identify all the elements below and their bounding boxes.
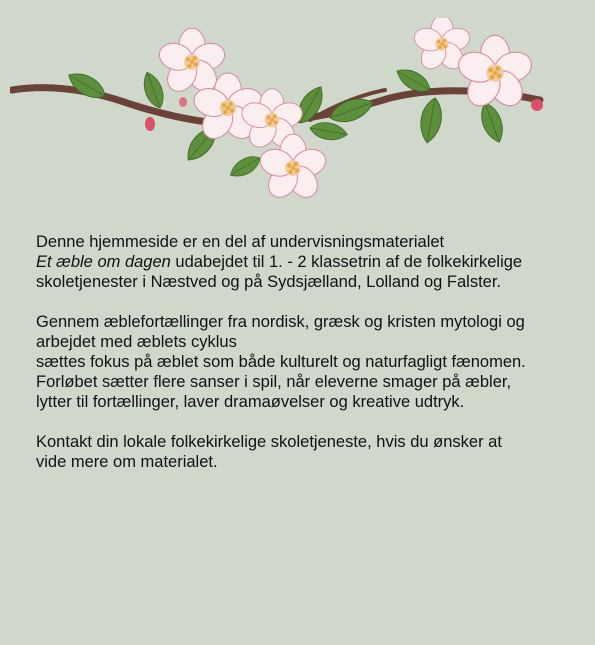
intro-line-2 xyxy=(36,252,576,272)
contact-line-1: Kontakt din lokale folkekirkelige skoletjeneste, hvis du ønsker at xyxy=(36,433,502,451)
apple-blossom-branch-illustration xyxy=(10,18,550,218)
intro-paragraph xyxy=(36,232,576,292)
bud xyxy=(145,117,155,131)
bud xyxy=(531,99,543,111)
description-paragraph xyxy=(36,312,576,412)
description-line-1: Gennem æblefortællinger fra nordisk, græsk og kristen mytologi og xyxy=(36,313,525,331)
description-line-2: arbejdet med æblets cyklus xyxy=(36,333,237,351)
contact-paragraph xyxy=(36,432,576,472)
contact-line-2: vide mere om materialet. xyxy=(36,453,218,471)
intro-line-3: skoletjenester i Næstved og på Sydsjælland, Lolland og Falster. xyxy=(36,273,502,291)
intro-line-1: Denne hjemmeside er en del af undervisningsmaterialet xyxy=(36,233,445,251)
intro-line-2-rest: udabejdet til 1. - 2 klassetrin af de folkekirkelige xyxy=(170,253,523,271)
description-line-5: lytter til fortællinger, laver dramaøvelser og kreative udtryk. xyxy=(36,393,465,411)
bud xyxy=(179,97,187,107)
description-line-3: sættes fokus på æblet som både kulturelt og naturfagligt fænomen. xyxy=(36,353,526,371)
description-line-4: Forløbet sætter flere sanser i spil, når eleverne smager på æbler, xyxy=(36,373,512,391)
main-text xyxy=(36,232,576,492)
material-title: Et æble om dagen xyxy=(36,253,171,271)
